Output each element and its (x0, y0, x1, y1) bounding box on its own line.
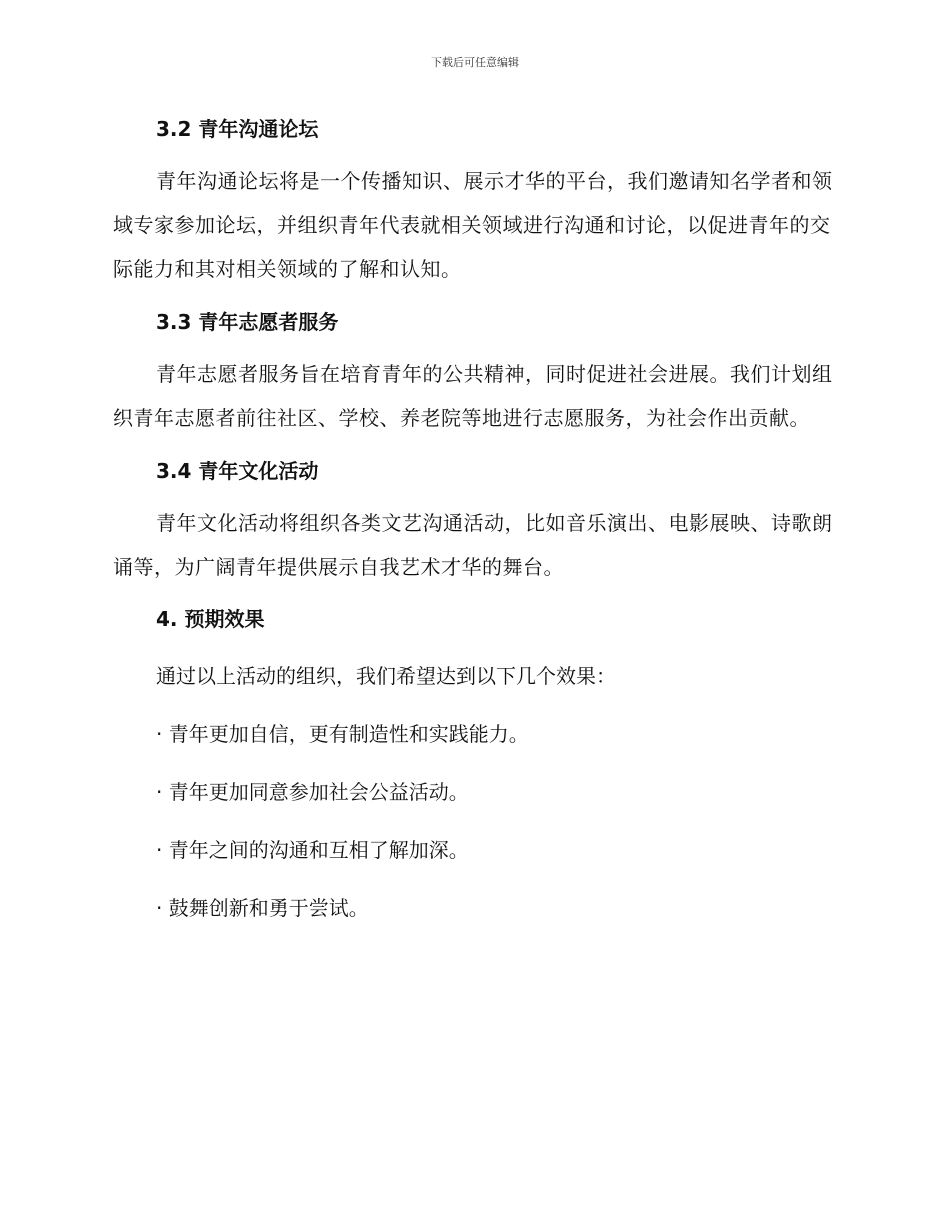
section-4-intro: 通过以上活动的组织，我们希望达到以下几个效果： (156, 664, 616, 688)
list-item: · 青年更加同意参加社会公益活动。 (156, 780, 469, 804)
document-body (113, 114, 835, 923)
list-item: · 鼓舞创新和勇于尝试。 (156, 896, 369, 920)
section-3-2-paragraph: 青年沟通论坛将是一个传播知识、展示才华的平台，我们邀请知名学者和领域专家参加论坛，并组织青年代表就相关领域进行沟通和讨论，以促进青年的交际能力和其对相关领域的了解和认知。 (113, 169, 833, 281)
section-3-3-paragraph: 青年志愿者服务旨在培育青年的公共精神，同时促进社会进展。我们计划组织青年志愿者前往社区、学校、养老院等地进行志愿服务，为社会作出贡献。 (113, 362, 833, 430)
section-3-4-paragraph: 青年文化活动将组织各类文艺沟通活动，比如音乐演出、电影展映、诗歌朗诵等，为广阔青年提供展示自我艺术才华的舞台。 (113, 511, 833, 579)
expected-effects-list (113, 719, 835, 923)
list-item: · 青年更加自信，更有制造性和实践能力。 (156, 722, 529, 746)
list-item: · 青年之间的沟通和互相了解加深。 (156, 838, 469, 862)
section-3-2-heading: 3.2 青年沟通论坛 (156, 117, 319, 141)
page-header: 下载后可任意编辑 (431, 56, 519, 69)
section-3-4-heading: 3.4 青年文化活动 (156, 459, 319, 483)
section-3-3-heading: 3.3 青年志愿者服务 (156, 310, 339, 334)
section-4-heading: 4. 预期效果 (156, 607, 265, 631)
